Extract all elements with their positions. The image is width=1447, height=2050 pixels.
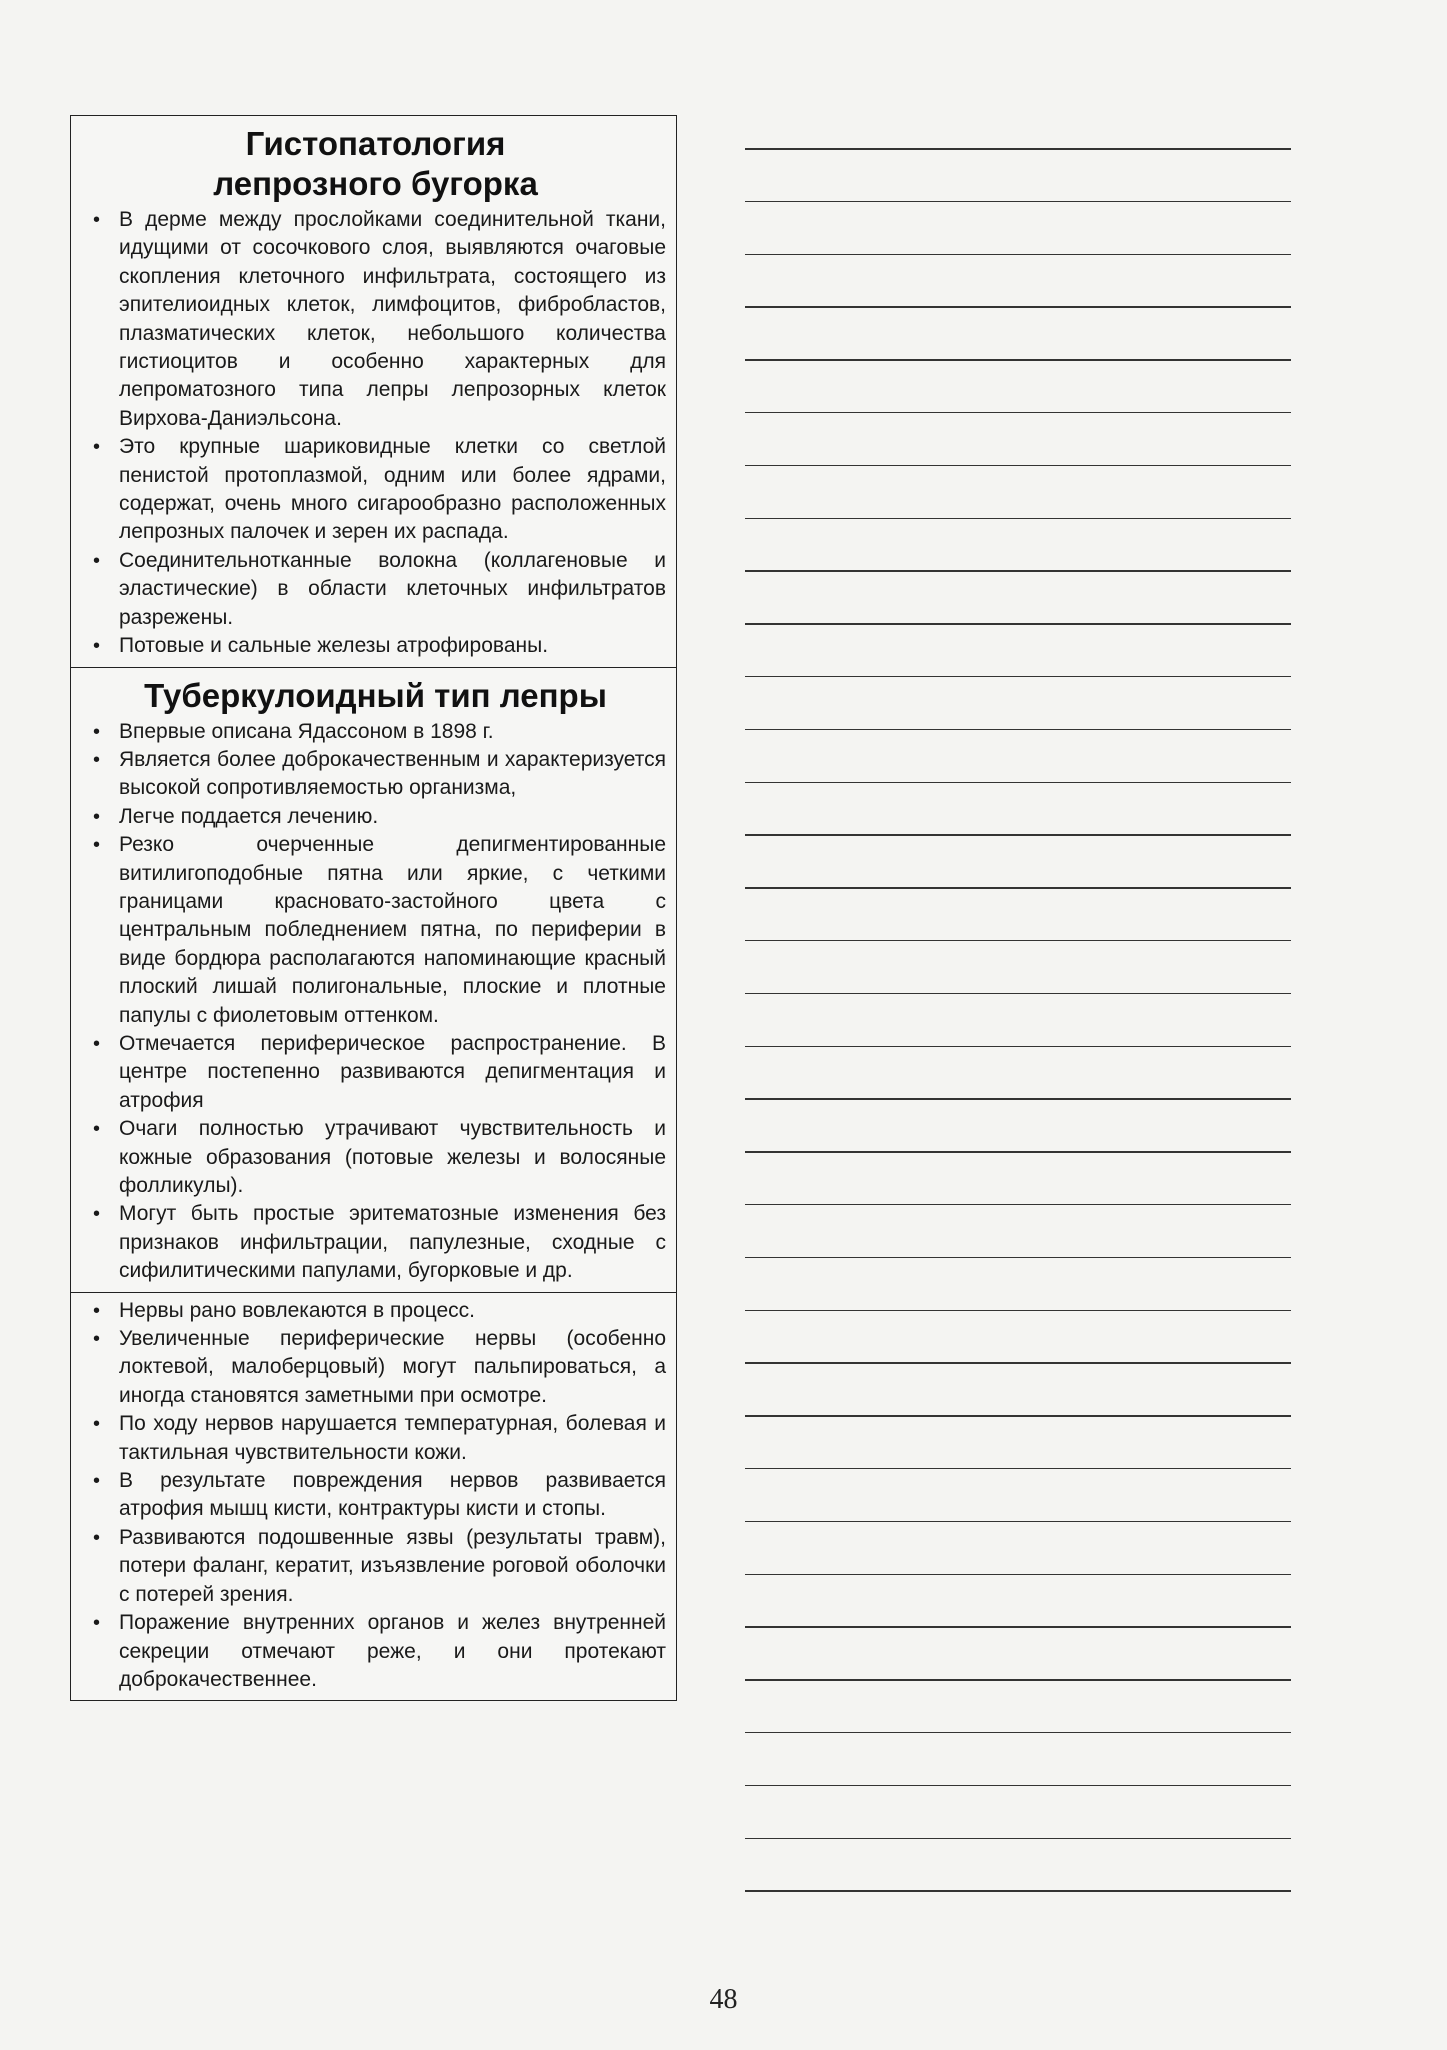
list-item: • Поражение внутренних органов и желез внутренней секреции отмечают реже, и они протекают доброкачественнее. bbox=[85, 1609, 666, 1694]
section-title bbox=[85, 124, 666, 204]
note-line bbox=[745, 1890, 1291, 1892]
section-tuberculoid bbox=[71, 667, 676, 1292]
list-item: • Развиваются подошвенные язвы (результаты травм), потери фаланг, кератит, изъязвление роговой оболочки с потерей зрения. bbox=[85, 1524, 666, 1609]
note-line bbox=[745, 887, 1291, 889]
text-box bbox=[70, 115, 677, 1701]
note-line bbox=[745, 782, 1291, 784]
title-line: Туберкулоидный тип лепры bbox=[144, 676, 607, 714]
note-line bbox=[745, 1785, 1291, 1787]
note-line bbox=[745, 834, 1291, 836]
note-line bbox=[745, 729, 1291, 731]
note-line bbox=[745, 1204, 1291, 1206]
note-line bbox=[745, 1046, 1291, 1048]
note-line bbox=[745, 465, 1291, 467]
section-nerves bbox=[71, 1292, 676, 1701]
note-line bbox=[745, 1521, 1291, 1523]
title-line: лепрозного бугорка bbox=[213, 165, 538, 202]
list-item: • Является более доброкачественным и характеризуется высокой сопротивляемостью организма, bbox=[85, 746, 666, 803]
bullet-list bbox=[85, 206, 666, 661]
note-line bbox=[745, 1838, 1291, 1840]
note-line bbox=[745, 940, 1291, 942]
list-item: • Увеличенные периферические нервы (особенно локтевой, малоберцовый) могут пальпироваться, а иногда становятся заметными при осмотре. bbox=[85, 1325, 666, 1410]
page-number: 48 bbox=[709, 1984, 738, 2015]
list-item: • Соединительнотканные волокна (коллагеновые и эластические) в области клеточных инфильтратов разрежены. bbox=[85, 547, 666, 632]
notes-lines-area bbox=[745, 148, 1291, 1943]
note-line bbox=[745, 148, 1291, 150]
list-item: • В результате повреждения нервов развивается атрофия мышц кисти, контрактуры кисти и стопы. bbox=[85, 1467, 666, 1524]
note-line bbox=[745, 1257, 1291, 1259]
list-item: • В дерме между прослойками соединительной ткани, идущими от сосочкового слоя, выявляются очаговые скопления клеточного инфильтрата, состоящего из эпителиоидных клеток, лимфоцитов, фибробластов, плазматических клеток, небольшого количества гистиоцитов и особенно характерных для лепроматозного типа лепры лепрозорных клеток Вирхова-Даниэльсона. bbox=[85, 206, 666, 433]
list-item: • Впервые описана Ядассоном в 1898 г. bbox=[85, 718, 666, 746]
note-line bbox=[745, 1468, 1291, 1470]
list-item: • Легче поддается лечению. bbox=[85, 803, 666, 831]
section-histopathology bbox=[71, 116, 676, 667]
list-item: • Очаги полностью утрачивают чувствительность и кожные образования (потовые железы и волосяные фолликулы). bbox=[85, 1115, 666, 1200]
note-line bbox=[745, 306, 1291, 308]
list-item: • Потовые и сальные железы атрофированы. bbox=[85, 632, 666, 660]
note-line bbox=[745, 1415, 1291, 1417]
section-title bbox=[85, 676, 666, 716]
note-line bbox=[745, 676, 1291, 678]
note-line bbox=[745, 1098, 1291, 1100]
note-line bbox=[745, 254, 1291, 256]
list-item: • Отмечается периферическое распространение. В центре постепенно развиваются депигментация и атрофия bbox=[85, 1030, 666, 1115]
note-line bbox=[745, 1574, 1291, 1576]
note-line bbox=[745, 1679, 1291, 1681]
list-item: • По ходу нервов нарушается температурная, болевая и тактильная чувствительности кожи. bbox=[85, 1410, 666, 1467]
bullet-list bbox=[85, 1297, 666, 1695]
note-line bbox=[745, 412, 1291, 414]
note-line bbox=[745, 993, 1291, 995]
note-line bbox=[745, 518, 1291, 520]
note-line bbox=[745, 1732, 1291, 1734]
list-item: • Это крупные шариковидные клетки со светлой пенистой протоплазмой, одним или более ядрами, содержат, очень много сигарообразно расположенных лепрозных палочек и зерен их распада. bbox=[85, 433, 666, 547]
note-line bbox=[745, 1151, 1291, 1153]
note-line bbox=[745, 1310, 1291, 1312]
list-item: • Могут быть простые эритематозные изменения без признаков инфильтрации, папулезные, сходные с сифилитическими папулами, бугорковые и др. bbox=[85, 1200, 666, 1285]
title-line: Гистопатология bbox=[245, 125, 506, 162]
note-line bbox=[745, 1626, 1291, 1628]
list-item: • Нервы рано вовлекаются в процесс. bbox=[85, 1297, 666, 1325]
list-item: • Резко очерченные депигментированные витилигоподобные пятна или яркие, с четкими границами красновато-застойного цвета с центральным побледнением пятна, по периферии в виде бордюра располагаются напоминающие красный плоский лишай полигональные, плоские и плотные папулы с фиолетовым оттенком. bbox=[85, 831, 666, 1030]
note-line bbox=[745, 623, 1291, 625]
note-line bbox=[745, 570, 1291, 572]
note-line bbox=[745, 359, 1291, 361]
note-line bbox=[745, 1362, 1291, 1364]
bullet-list bbox=[85, 718, 666, 1286]
note-line bbox=[745, 201, 1291, 203]
